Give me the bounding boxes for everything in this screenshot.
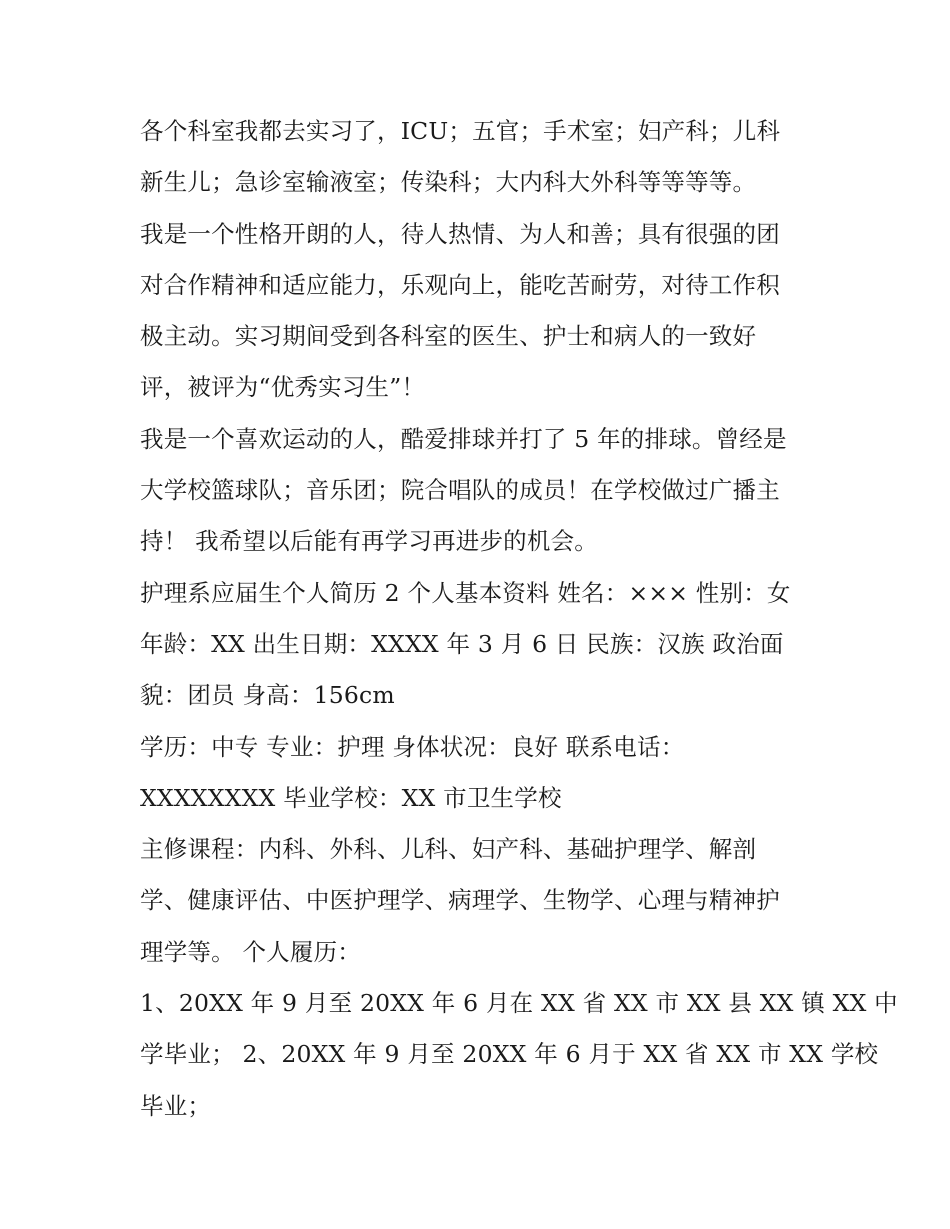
text-line: 学毕业； 2、20XX 年 9 月至 20XX 年 6 月于 XX 省 XX 市 XX 学校: [140, 1040, 879, 1069]
text-line: 评，被评为“优秀实习生”！: [140, 373, 426, 402]
text-line: 护理系应届生个人简历 2 个人基本资料 姓名：××× 性别：女: [140, 578, 791, 607]
text-line: 大学校篮球队；音乐团；院合唱队的成员！在学校做过广播主: [140, 476, 780, 505]
text-line: 年龄：XX 出生日期：XXXX 年 3 月 6 日 民族：汉族 政治面: [140, 629, 784, 658]
text-line: 学、健康评估、中医护理学、病理学、生物学、心理与精神护: [140, 886, 780, 915]
text-line: 各个科室我都去实习了，ICU；五官；手术室；妇产科；儿科: [140, 117, 781, 145]
document-body: [140, 106, 898, 1132]
text-line: 极主动。实习期间受到各科室的医生、护士和病人的一致好: [140, 322, 757, 351]
text-line: 理学等。 个人履历：: [140, 937, 361, 966]
text-line: 1、20XX 年 9 月至 20XX 年 6 月在 XX 省 XX 市 XX 县 XX 镇 XX 中: [140, 989, 898, 1018]
text-line: 毕业；: [140, 1091, 212, 1120]
text-line: 貌：团员 身高：156cm: [140, 681, 395, 710]
text-line: 我是一个性格开朗的人，待人热情、为人和善；具有很强的团: [140, 219, 780, 248]
text-line: 对合作精神和适应能力，乐观向上，能吃苦耐劳，对待工作积: [140, 270, 780, 299]
text-line: 我是一个喜欢运动的人，酷爱排球并打了 5 年的排球。曾经是: [140, 424, 787, 453]
text-line: 持！ 我希望以后能有再学习再进步的机会。: [140, 527, 598, 556]
text-line: 学历：中专 专业：护理 身体状况：良好 联系电话：: [140, 732, 685, 761]
text-line: 新生儿；急诊室输液室；传染科；大内科大外科等等等等。: [140, 168, 757, 197]
text-line: 主修课程：内科、外科、儿科、妇产科、基础护理学、解剖: [140, 835, 757, 864]
text-line: XXXXXXXX 毕业学校：XX 市卫生学校: [140, 783, 562, 812]
